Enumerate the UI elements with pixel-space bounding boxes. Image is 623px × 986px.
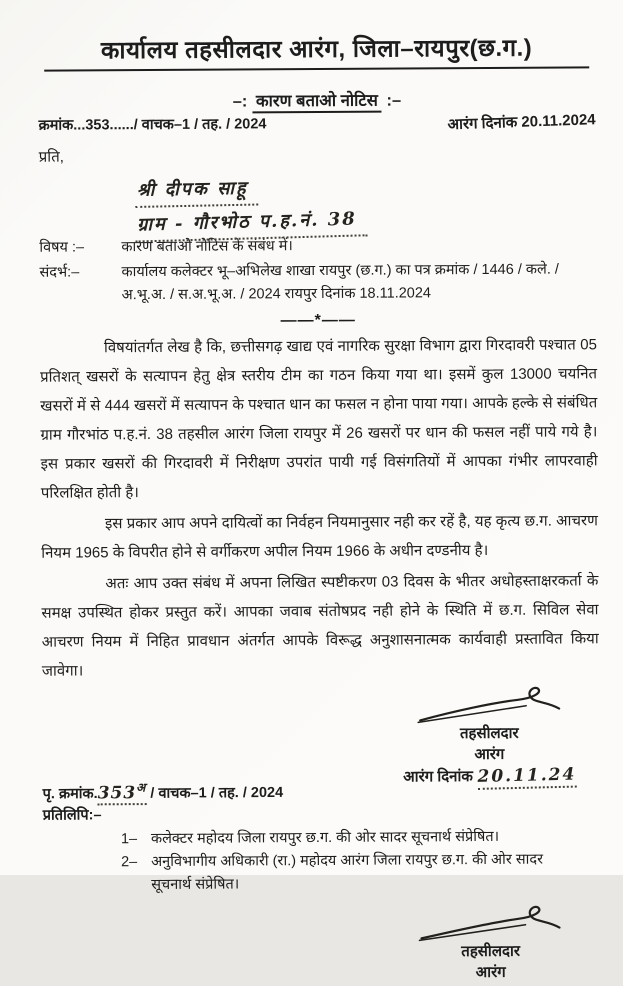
endorsement-ref-prefix: पृ. क्रमांक. xyxy=(42,786,98,803)
signatory-place: आरंग xyxy=(475,963,506,981)
letter-body xyxy=(40,330,599,685)
letter-ref-number: क्रमांक...353....../ वाचक–1 / तह. / 2024 xyxy=(38,116,267,134)
copy-item-text: अनुविभागीय अधिकारी (रा.) महोदय आरंग जिला रायपुर छ.ग. की ओर सादर सूचनार्थ संप्रेषित। xyxy=(151,851,544,893)
signatory-designation: तहसीलदार xyxy=(461,942,521,960)
recipient-name-handwritten: श्री दीपक साहू xyxy=(135,174,258,208)
signature-mark-icon xyxy=(414,685,564,728)
reference-label: संदर्भ:– xyxy=(39,264,80,281)
signatory-designation: तहसीलदार xyxy=(459,724,519,743)
signatory-block-bottom xyxy=(43,904,600,985)
reference-date-row xyxy=(38,111,595,134)
office-title: कार्यालय तहसीलदार आरंग, जिला–रायपुर(छ.ग.) xyxy=(44,32,589,72)
copy-item-number: 1– xyxy=(120,830,138,848)
signature-date-handwritten: 20.11.24 xyxy=(477,765,576,790)
notice-title-prefix: –: xyxy=(232,92,248,111)
endorsement-ref-handwritten: $353^अ$ xyxy=(97,780,147,804)
copy-item-text: कलेक्टर महोदय जिला रायपुर छ.ग. की ओर सादर सूचनार्थ संप्रेषित। xyxy=(150,828,500,847)
copy-heading: प्रतिलिपि:– xyxy=(42,807,102,824)
copy-item-1 xyxy=(121,825,600,851)
letter-issue-date: आरंग दिनांक 20.11.2024 xyxy=(447,111,596,134)
body-paragraph-1: विषयांतर्गत लेख है कि, छत्तीसगढ़ खाद्य एवं नागरिक सुरक्षा विभाग द्वारा गिरदावरी पश्चात 05 प्रतिशत् खसरों के सत्यापन हेतु क्षेत्र स्तरीय टीम का गठन किया गया था। इसमें कुल 13000 चयनित खसरों में से 444 खसरों में सत्यापन के पश्चात धान का फसल न होना पाया गया। आपके हल्के से संबंधित ग्राम गौरभांठ प.ह.नं. 38 तहसील आरंग जिला रायपुर में 26 खसरों पर धान की फसल नहीं पाये गये है। इस प्रकार खसरों की गिरदावरी में निरीक्षण उपरांत पायी गई विसंगतियों में आपका गंभीर लापरवाही परिलक्षित होती है। xyxy=(40,336,598,502)
signature-mark-icon xyxy=(415,904,565,945)
separator-star: ——*—— xyxy=(280,311,356,330)
recipient-block xyxy=(135,171,596,240)
endorsement-ref-line xyxy=(43,776,284,805)
signature-date-line xyxy=(379,765,599,789)
signature-date-label: आरंग दिनांक xyxy=(403,768,473,786)
notice-type-title xyxy=(38,86,595,112)
notice-title-core: कारण बताओ नोटिस xyxy=(252,92,382,114)
notice-title-suffix: :– xyxy=(386,91,402,110)
endorsement-ref-suffix: / वाचक–1 / तह. / 2024 xyxy=(150,785,284,802)
body-paragraph-3: अतः आप उक्त संबंध में अपना लिखित स्पष्टीकरण 03 दिवस के भीतर अधोहस्ताक्षरकर्ता के समक्ष उपस्थित होकर प्रस्तुत करें। आपका जवाब संतोषप्रद नही होने के स्थिति में छ.ग. सिविल सेवा आचरण नियम में निहित प्रावधान अंतर्गत आपके विरूद्ध अनुशासनात्मक कार्यवाही प्रस्तावित किया जावेगा। xyxy=(41,572,599,680)
salutation: प्रति, xyxy=(38,148,64,166)
copy-item-2 xyxy=(121,848,600,897)
subject-text: कारण बताओ नोटिस के संबंध में। xyxy=(121,238,293,256)
endorsement-ref-handwritten-suffix: अ xyxy=(136,780,147,795)
signatory-place: आरंग xyxy=(474,746,505,764)
recipient-address-handwritten: ग्राम - गौरभोठ प.ह.नं. 38 xyxy=(135,204,367,242)
copy-list xyxy=(121,825,600,897)
reference-text: कार्यालय कलेक्टर भू–अभिलेख शाखा रायपुर (छ.ग.) का पत्र क्रमांक / 1446 / कले. / अ.भू.अ. / स.अ.भू.अ. / 2024 रायपुर दिनांक 18.11.2024 xyxy=(121,261,559,304)
reference-row xyxy=(39,258,596,307)
body-paragraph-2: इस प्रकार आप अपने दायित्वों का निर्वहन नियमानुसार नही कर रहें है, यह कृत्य छ.ग. आचरण नियम 1965 के विपरीत होने से वर्गीकरण अपील नियम 1966 के अधीन दण्डनीय है। xyxy=(41,512,599,562)
copy-item-number: 2– xyxy=(121,853,138,871)
subject-label: विषय :– xyxy=(39,239,85,256)
